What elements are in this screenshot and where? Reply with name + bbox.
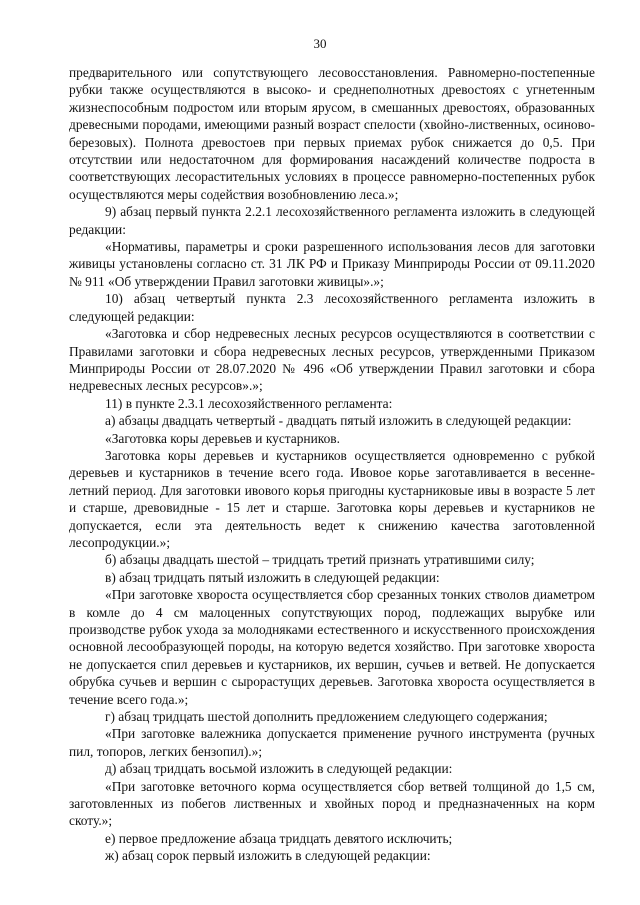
document-body: [69, 64, 595, 865]
paragraph-item-10: 10) абзац четвертый пункта 2.3 лесохозяйственного регламента изложить в следующей редакции:: [69, 291, 595, 324]
paragraph-subitem-e: е) первое предложение абзаца тридцать девятого исключить;: [105, 830, 453, 846]
paragraph-subitem-d: д) абзац тридцать восьмой изложить в следующей редакции:: [105, 761, 453, 777]
paragraph-continuation: предварительного или сопутствующего лесовосстановления. Равномерно-постепенные рубки также осуществляются в высоко- и среднеполнотных древостоях с угнетенным жизнеспособным подростом или вторым ярусом, в смешанных древостоях, образованных древесными породами, имеющими разный возраст спелости (хвойно-лиственных, осиново-березовых). Полнота древостоев при первых приемах рубок снижается до 0,5. При отсутствии или недостаточном для формирования насаждений количестве подроста в соответствующих лесорастительных условиях в процессе равномерно-постепенных рубок осуществляются меры содействия возобновлению леса.»;: [69, 65, 595, 202]
page-number: 30: [313, 36, 327, 51]
paragraph-item-9: 9) абзац первый пункта 2.2.1 лесохозяйственного регламента изложить в следующей редакции:: [69, 204, 595, 237]
paragraph-quote-resin: «Нормативы, параметры и сроки разрешенного использования лесов для заготовки живицы установлены согласно ст. 31 ЛК РФ и Приказу Минприроды России от 09.11.2020 № 911 «Об утверждении Правил заготовки живицы».»;: [69, 239, 595, 289]
paragraph-subitem-a: а) абзацы двадцать четвертый - двадцать пятый изложить в следующей редакции:: [105, 413, 572, 429]
paragraph-subitem-v: в) абзац тридцать пятый изложить в следующей редакции:: [105, 569, 440, 585]
paragraph-quote-bark-heading: «Заготовка коры деревьев и кустарников.: [105, 430, 340, 446]
paragraph-item-11: 11) в пункте 2.3.1 лесохозяйственного регламента:: [105, 395, 393, 411]
paragraph-quote-browse: «При заготовке веточного корма осуществляется сбор ветвей толщиной до 1,5 см, заготовленных из побегов лиственных и хвойных пород и предназначенных на корм скоту.»;: [69, 778, 595, 829]
paragraph-quote-brushwood: «При заготовке хвороста осуществляется сбор срезанных тонких стволов диаметром в комле до 4 см малоценных сопутствующих пород, подлежащих вырубке или производстве рубок ухода за молодняками естественного и искусственного происхождения основной лесообразующей породы, на которую ведется хозяйство. При заготовке хвороста не допускается спил деревьев и кустарников, их вершин, сучьев и ветвей. Не допускается обрубка сучьев и вершин с сырорастущих деревьев. Заготовка хвороста осуществляется в течение всего года.»;: [69, 587, 595, 707]
paragraph-subitem-g: г) абзац тридцать шестой дополнить предложением следующего содержания;: [105, 709, 548, 725]
paragraph-subitem-b: б) абзацы двадцать шестой – тридцать третий признать утратившими силу;: [105, 552, 535, 568]
paragraph-quote-deadwood: «При заготовке валежника допускается применение ручного инструмента (ручных пил, топоров, легких бензопил).»;: [69, 726, 595, 759]
paragraph-subitem-zh: ж) абзац сорок первый изложить в следующей редакции:: [105, 848, 431, 864]
paragraph-quote-bark: Заготовка коры деревьев и кустарников осуществляется одновременно с рубкой деревьев и кустарников в течение всего года. Ивовое корье заготавливается в весенне-летний период. Для заготовки ивового корья пригодны кустарниковые ивы в возрасте 5 лет и старше, древовидные - 15 лет и старше. Заготовка коры деревьев и кустарников не допускается, если эта деятельность ведет к снижению качества заготовленной лесопродукции.»;: [69, 447, 595, 550]
paragraph-quote-nontimber: «Заготовка и сбор недревесных лесных ресурсов осуществляются в соответствии с Правилами заготовки и сбора недревесных лесных ресурсов, утвержденными Приказом Минприроды России от 28.07.2020 № 496 «Об утверждении Правил заготовки и сбора недревесных лесных ресурсов».»;: [69, 326, 595, 394]
